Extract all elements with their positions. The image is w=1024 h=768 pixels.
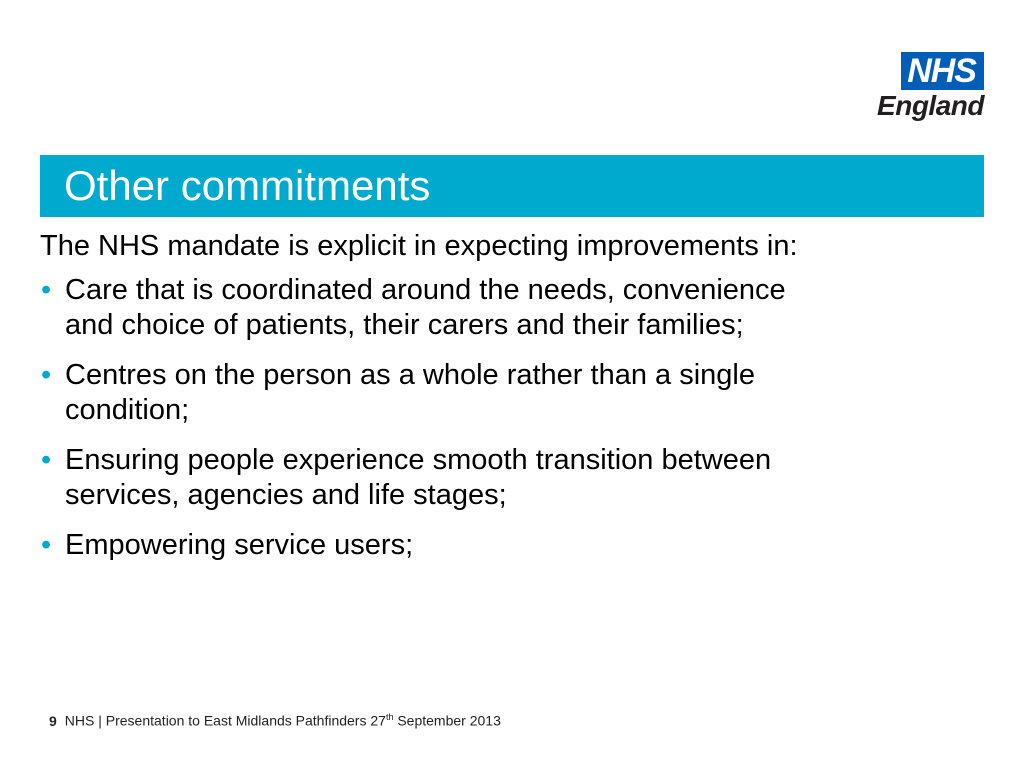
bullet-dot: • (41, 274, 52, 306)
title-bar (40, 155, 984, 217)
page-number: 9 (49, 712, 57, 729)
bullet-list (40, 273, 820, 563)
bullet-item (40, 358, 820, 428)
slide-content (40, 229, 820, 578)
bullet-text: Centres on the person as a whole rather than a single condition; (65, 359, 755, 426)
bullet-dot: • (41, 444, 52, 476)
bullet-text: Ensuring people experience smooth transition between services, agencies and life stages; (65, 444, 772, 511)
footer-superscript: th (385, 712, 394, 722)
slide-title: Other commitments (64, 162, 431, 209)
bullet-item (40, 443, 820, 513)
bullet-text: Care that is coordinated around the needs, convenience and choice of patients, their carers and their families; (65, 274, 786, 341)
bullet-text: Empowering service users; (65, 529, 414, 561)
nhs-logo-england: England (877, 90, 984, 121)
slide-footer (49, 708, 501, 730)
footer-date: September 2013 (393, 712, 501, 729)
footer-text: NHS | Presentation to East Midlands Pathfinders 27 (64, 712, 386, 729)
intro-text: The NHS mandate is explicit in expecting improvements in: (40, 230, 798, 262)
bullet-dot: • (41, 529, 52, 561)
bullet-item (40, 528, 820, 563)
nhs-england-logo (872, 52, 984, 122)
bullet-item (40, 273, 820, 343)
bullet-dot: • (41, 359, 52, 391)
nhs-logo-box: NHS (901, 52, 984, 90)
